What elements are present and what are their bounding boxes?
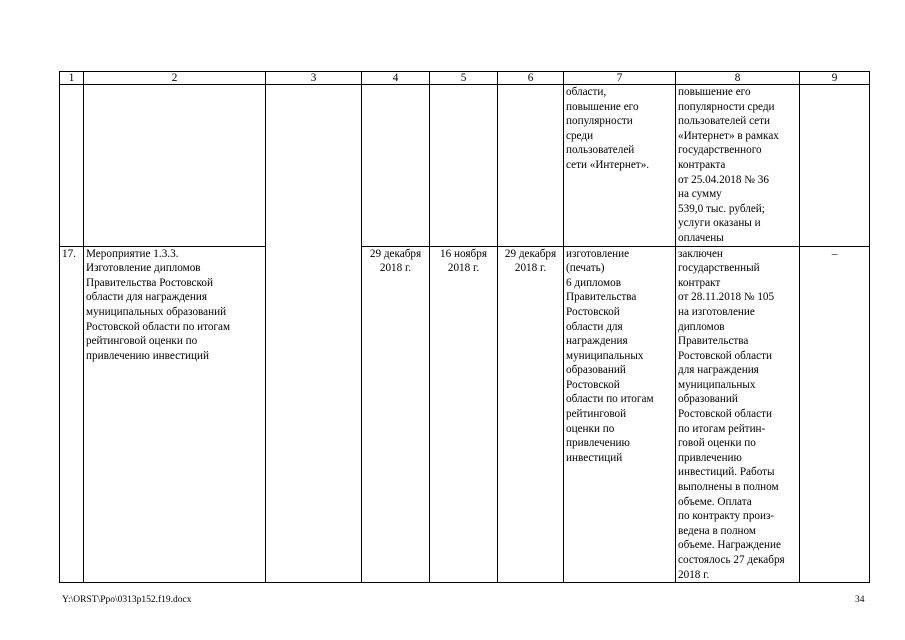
table-cell (362, 85, 430, 247)
header-row (60, 72, 870, 85)
column-header: 2 (84, 72, 266, 85)
actual-result: заключен государственный контракт от 28.11.2018 № 105 на изготовление дипломов Правительства Ростовской области для награждения муниципальных образований Ростовской области по итогам рейтин- говой оценки по привлечению инвестиций. Работы выполнены в полном объеме. Оплата по контракту произ- ведена в полном объеме. Награждение состоялось 27 декабря 2018 г. (676, 246, 800, 583)
table-cell (84, 85, 266, 247)
table-cell (498, 85, 564, 247)
table-row-continued (60, 85, 870, 247)
page-number: 34 (855, 595, 865, 605)
column-header: 3 (266, 72, 362, 85)
column-header: 6 (498, 72, 564, 85)
table-cell: области, повышение его популярности среди пользователей сети «Интернет». (564, 85, 676, 247)
column-header: 1 (60, 72, 84, 85)
table-cell (60, 85, 84, 247)
actual-end-date: 29 декабря 2018 г. (498, 246, 564, 583)
table-cell (800, 85, 870, 247)
table-cell (266, 85, 362, 583)
planned-date: 29 декабря 2018 г. (362, 246, 430, 583)
column-header: 8 (676, 72, 800, 85)
planned-result: изготовление (печать) 6 дипломов Правительства Ростовской области для награждения муниципальных образований Ростовской области по итогам рейтинговой оценки по привлечению инвестиций (564, 246, 676, 583)
column-header: 9 (800, 72, 870, 85)
column-header: 7 (564, 72, 676, 85)
row-number: 17. (60, 246, 84, 583)
column-header: 4 (362, 72, 430, 85)
actual-start-date: 16 ноября 2018 г. (430, 246, 498, 583)
notes-cell: – (800, 246, 870, 583)
table-cell (430, 85, 498, 247)
report-table (59, 71, 870, 583)
table-cell: повышение его популярности среди пользователей сети «Интернет» в рамках государственного контракта от 25.04.2018 № 36 на сумму 539,0 тыс. рублей; услуги оказаны и оплачены (676, 85, 800, 247)
footer-file-path: Y:\ORST\Ppo\0313p152.f19.docx (62, 595, 192, 605)
table-row-17 (60, 246, 870, 583)
activity-name: Мероприятие 1.3.3. Изготовление дипломов Правительства Ростовской области для награждения муниципальных образований Ростовской области по итогам рейтинговой оценки по привлечению инвестиций (84, 246, 266, 583)
column-header: 5 (430, 72, 498, 85)
